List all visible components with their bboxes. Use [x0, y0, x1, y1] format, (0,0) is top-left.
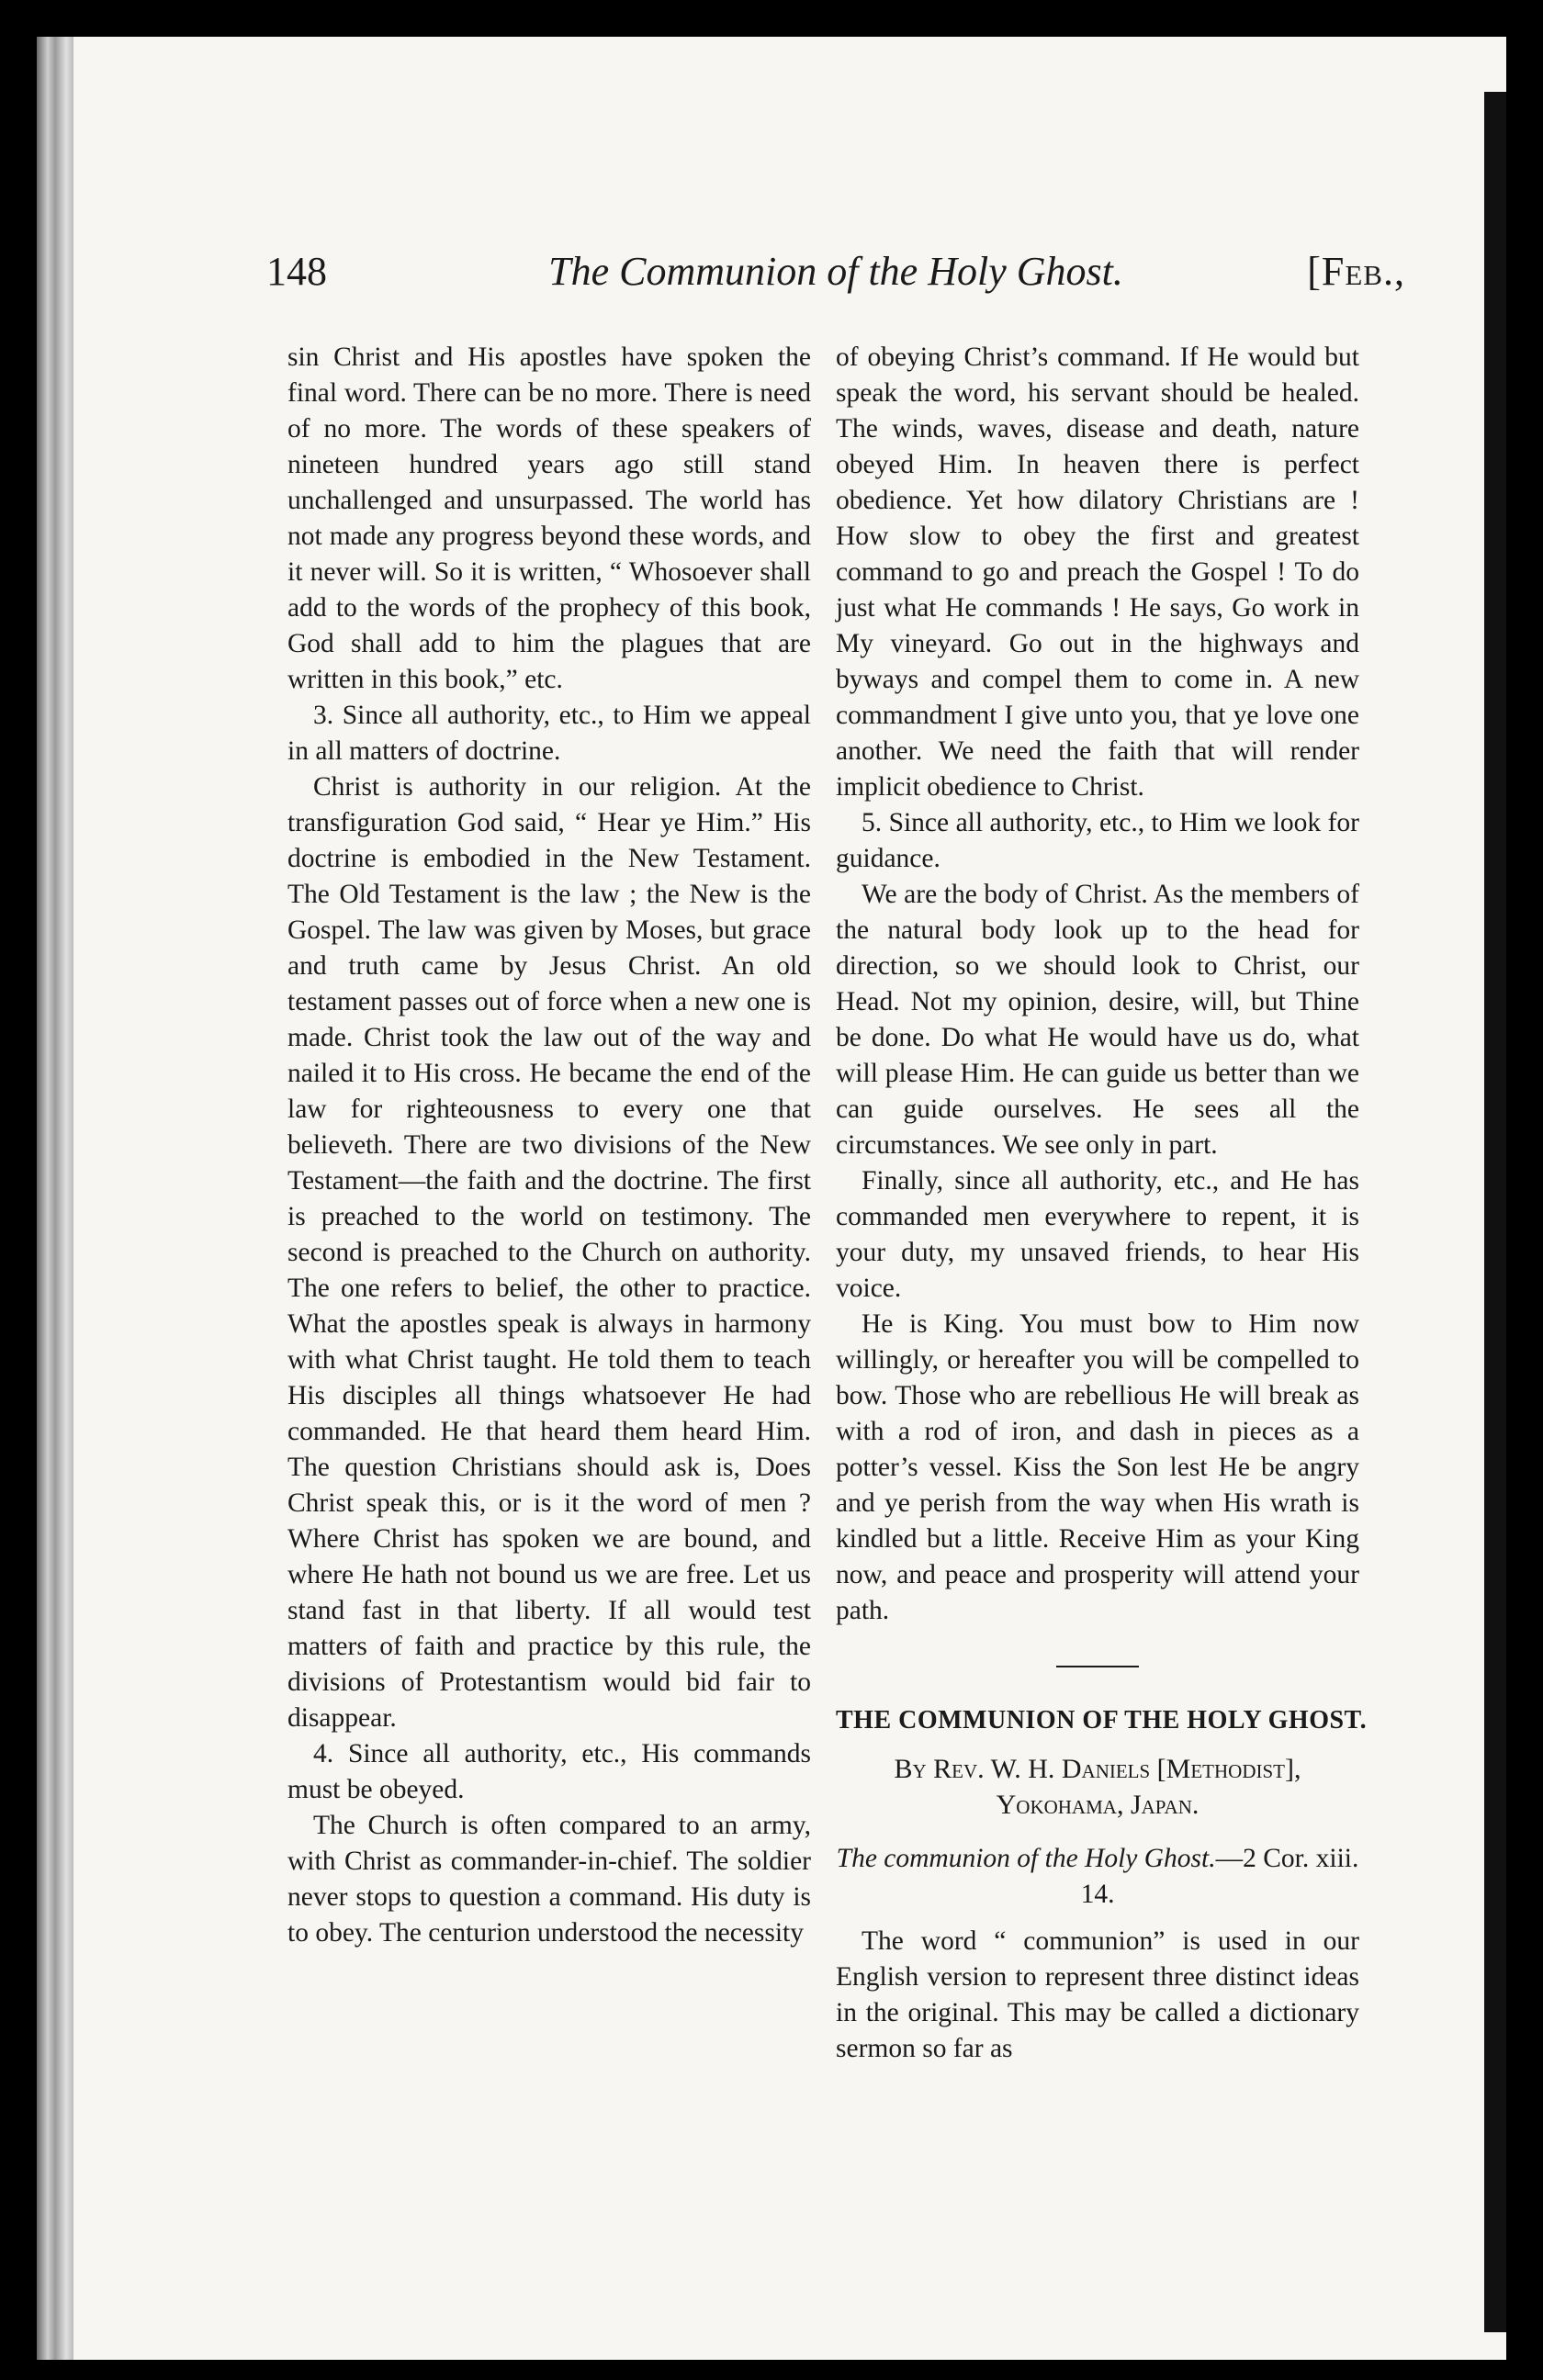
page-header [266, 248, 1405, 312]
paragraph: We are the body of Christ. As the members of the natural body look up to the head for direction, so we should look to Christ, our Head. Not my opinion, desire, will, but Thine be done. Do what He would have us do, what will please Him. He can guide us better than we can guide ourselves. He sees all the circumstances. We see only in part. [836, 880, 1359, 1160]
author-location: Yokohama, Japan. [996, 1790, 1199, 1820]
paragraph: of obeying Christ’s command. If He would but speak the word, his servant should be healed. The winds, waves, disease and death, nature obeyed Him. In heaven there is perfect obedience. Yet how dilatory Christians are ! How slow to obey the first and greatest command to go and preach the Gospel ! To do just what He commands ! He says, Go work in My vineyard. Go out in the highways and byways and compel them to come in. A new commandment I give unto you, that ye love one another. We need the faith that will render implicit obedience to Christ. [836, 342, 1359, 802]
author-byline: By Rev. W. H. Daniels [Methodist], [894, 1754, 1301, 1784]
facing-page-edge [1484, 92, 1506, 2332]
left-column [287, 340, 811, 1951]
page-number: 148 [266, 249, 327, 294]
paragraph: 4. Since all authority, etc., His commands must be obeyed. [287, 1739, 811, 1804]
epigraph-text: The communion of the Holy Ghost. [836, 1844, 1216, 1873]
article-title: THE COMMUNION OF THE HOLY GHOST. [836, 1706, 1368, 1734]
epigraph-reference: —2 Cor. xiii. 14. [1080, 1844, 1359, 1909]
page-edges [37, 37, 73, 2360]
paragraph: 5. Since all authority, etc., to Him we look for guidance. [836, 808, 1359, 873]
paragraph: The Church is often compared to an army, with Christ as commander-in-chief. The soldier never stops to question a command. His duty is to obey. The centurion understood the necessity [287, 1811, 811, 1948]
issue-month: [Feb., [1307, 249, 1405, 294]
running-title: The Communion of the Holy Ghost. [548, 249, 1123, 294]
paragraph: Christ is authority in our religion. At the transfiguration God said, “ Hear ye Him.” His doctrine is embodied in the New Testament. The Old Testament is the law ; the New is the Gospel. The law was given by Moses, but grace and truth came by Jesus Christ. An old testament passes out of force when a new one is made. Christ took the law out of the way and nailed it to His cross. He became the end of the law for righteousness to every one that believeth. There are two divisions of the New Testament—the faith and the doctrine. The first is preached to the world on testimony. The second is preached to the Church on authority. The one refers to belief, the other to practice. What the apostles speak is always in harmony with what Christ taught. He told them to teach His disciples all things whatsoever He had commanded. He that heard them heard Him. The question Christians should ask is, Does Christ speak this, or is it the word of men ? Where Christ has spoken we are bound, and where He hath not bound us we are free. Let us stand fast in that liberty. If all would test matters of faith and practice by this rule, the divisions of Protestantism would bid fair to disappear. [287, 772, 811, 1733]
paragraph: He is King. You must bow to Him now willingly, or hereafter you will be compelled to bow. Those who are rebellious He will break as with a rod of iron, and dash in pieces as a potter’s vessel. Kiss the Son lest He be angry and ye perish from the way when His wrath is kindled but a little. Receive Him as your King now, and peace and prosperity will attend your path. [836, 1309, 1359, 1625]
paragraph: 3. Since all authority, etc., to Him we appeal in all matters of doctrine. [287, 701, 811, 766]
epigraph [836, 1841, 1359, 1913]
section-divider [1056, 1666, 1139, 1667]
paragraph: sin Christ and His apostles have spoken the final word. There can be no more. There is need of no more. The words of these speakers of nineteen hundred years ago still stand unchallenged and unsurpassed. The world has not made any progress beyond these words, and it never will. So it is written, “ Whosoever shall add to the words of the prophecy of this book, God shall add to him the plagues that are written in this book,” etc. [287, 342, 811, 694]
article-opening-paragraph: The word “ communion” is used in our English version to represent three distinct ideas in the original. This may be called a dictionary sermon so far as [836, 1926, 1359, 2063]
book-page [37, 37, 1506, 2360]
right-column [836, 340, 1368, 2067]
paragraph: Finally, since all authority, etc., and He has commanded men everywhere to repent, it is your duty, my unsaved friends, to hear His voice. [836, 1166, 1359, 1303]
